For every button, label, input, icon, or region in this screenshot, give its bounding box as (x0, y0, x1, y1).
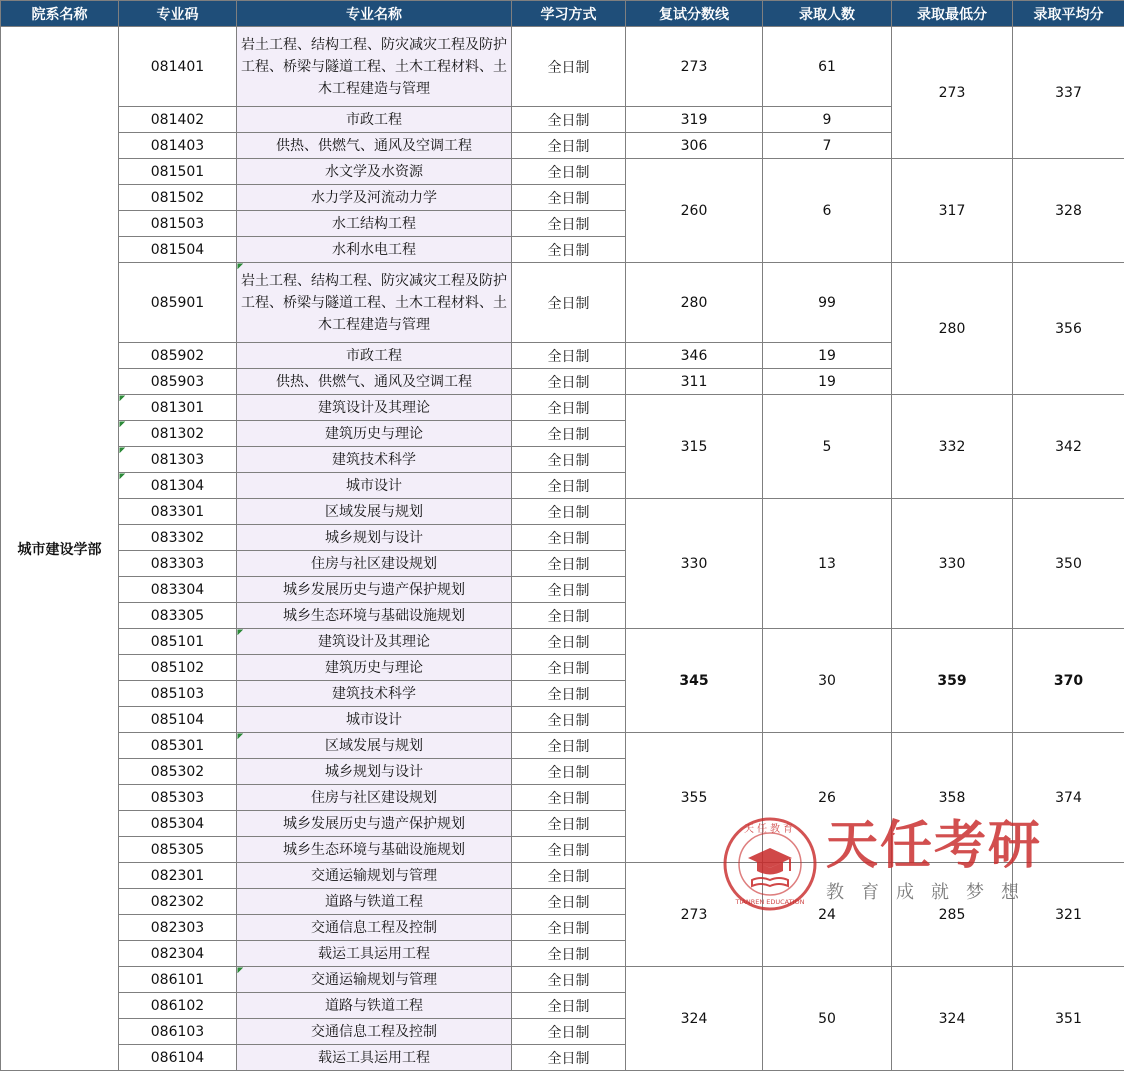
seal-bottom-text: TIANREN EDUCATION (735, 898, 805, 906)
retest-line: 315 (626, 395, 763, 499)
major-name: 住房与社区建设规划 (237, 551, 512, 577)
study-mode: 全日制 (512, 629, 626, 655)
admit-count: 19 (763, 343, 892, 369)
avg-score: 321 (1013, 863, 1124, 967)
major-code: 082302 (119, 889, 237, 915)
admit-count: 30 (763, 629, 892, 733)
table-row (1, 395, 1124, 421)
major-code: 086103 (119, 1019, 237, 1045)
major-code: 082304 (119, 941, 237, 967)
major-name: 建筑技术科学 (237, 681, 512, 707)
study-mode: 全日制 (512, 421, 626, 447)
table-row (1, 159, 1124, 185)
major-name: 载运工具运用工程 (237, 941, 512, 967)
retest-line: 345 (626, 629, 763, 733)
avg-score: 350 (1013, 499, 1124, 629)
avg-score: 342 (1013, 395, 1124, 499)
major-name: 建筑历史与理论 (237, 421, 512, 447)
major-name: 城市设计 (237, 707, 512, 733)
major-name: 建筑历史与理论 (237, 655, 512, 681)
watermark-slogan: 教育成就梦想 (826, 882, 1036, 903)
table-row (1, 27, 1124, 107)
major-name: 城乡生态环境与基础设施规划 (237, 837, 512, 863)
major-name: 水力学及河流动力学 (237, 185, 512, 211)
major-code: 082301 (119, 863, 237, 889)
retest-line: 273 (626, 27, 763, 107)
major-name: 水工结构工程 (237, 211, 512, 237)
major-name: 城乡生态环境与基础设施规划 (237, 603, 512, 629)
admit-count: 99 (763, 263, 892, 343)
major-code: 085101 (119, 629, 237, 655)
study-mode: 全日制 (512, 707, 626, 733)
major-code: 081303 (119, 447, 237, 473)
major-code: 081302 (119, 421, 237, 447)
study-mode: 全日制 (512, 133, 626, 159)
study-mode: 全日制 (512, 185, 626, 211)
retest-line: 355 (626, 733, 763, 863)
major-code: 085301 (119, 733, 237, 759)
major-code: 085303 (119, 785, 237, 811)
major-name: 供热、供燃气、通风及空调工程 (237, 133, 512, 159)
retest-line: 273 (626, 863, 763, 967)
min-score: 285 (892, 863, 1013, 967)
min-score: 330 (892, 499, 1013, 629)
study-mode: 全日制 (512, 1045, 626, 1071)
major-code: 083304 (119, 577, 237, 603)
major-code: 081403 (119, 133, 237, 159)
study-mode: 全日制 (512, 237, 626, 263)
major-name: 建筑设计及其理论 (237, 629, 512, 655)
major-code: 085102 (119, 655, 237, 681)
retest-line: 280 (626, 263, 763, 343)
retest-line: 306 (626, 133, 763, 159)
major-code: 081501 (119, 159, 237, 185)
study-mode: 全日制 (512, 577, 626, 603)
study-mode: 全日制 (512, 733, 626, 759)
study-mode: 全日制 (512, 785, 626, 811)
seal-top-text: 天任教育 (744, 824, 796, 835)
major-name: 岩土工程、结构工程、防灾减灾工程及防护工程、桥梁与隧道工程、土木工程材料、土木工程建造与管理 (237, 263, 512, 343)
admit-count: 26 (763, 733, 892, 863)
major-name: 道路与铁道工程 (237, 993, 512, 1019)
major-name: 区域发展与规划 (237, 733, 512, 759)
watermark-title: 天任考研 (826, 816, 1043, 876)
study-mode: 全日制 (512, 395, 626, 421)
study-mode: 全日制 (512, 107, 626, 133)
major-name: 城乡规划与设计 (237, 759, 512, 785)
study-mode: 全日制 (512, 551, 626, 577)
retest-line: 346 (626, 343, 763, 369)
admit-count: 61 (763, 27, 892, 107)
study-mode: 全日制 (512, 499, 626, 525)
study-mode: 全日制 (512, 525, 626, 551)
study-mode: 全日制 (512, 811, 626, 837)
major-name: 交通运输规划与管理 (237, 863, 512, 889)
major-name: 区域发展与规划 (237, 499, 512, 525)
school-name: 城市建设学部 (1, 27, 119, 1071)
major-code: 082303 (119, 915, 237, 941)
header-study-mode: 学习方式 (512, 1, 626, 27)
major-name: 道路与铁道工程 (237, 889, 512, 915)
study-mode: 全日制 (512, 863, 626, 889)
major-name: 城乡规划与设计 (237, 525, 512, 551)
header-school: 院系名称 (1, 1, 119, 27)
min-score: 358 (892, 733, 1013, 863)
table-row (1, 967, 1124, 993)
major-name: 水文学及水资源 (237, 159, 512, 185)
study-mode: 全日制 (512, 655, 626, 681)
header-min-score: 录取最低分 (892, 1, 1013, 27)
major-code: 083302 (119, 525, 237, 551)
major-name: 市政工程 (237, 107, 512, 133)
major-code: 085104 (119, 707, 237, 733)
header-row (1, 1, 1124, 27)
admit-count: 19 (763, 369, 892, 395)
retest-line: 324 (626, 967, 763, 1071)
retest-line: 311 (626, 369, 763, 395)
table-row (1, 863, 1124, 889)
study-mode: 全日制 (512, 263, 626, 343)
major-code: 085901 (119, 263, 237, 343)
study-mode: 全日制 (512, 837, 626, 863)
major-code: 081504 (119, 237, 237, 263)
study-mode: 全日制 (512, 369, 626, 395)
admit-count: 50 (763, 967, 892, 1071)
major-code: 083301 (119, 499, 237, 525)
major-name: 建筑技术科学 (237, 447, 512, 473)
avg-score: 356 (1013, 263, 1124, 395)
min-score: 332 (892, 395, 1013, 499)
retest-line: 260 (626, 159, 763, 263)
admit-count: 7 (763, 133, 892, 159)
study-mode: 全日制 (512, 343, 626, 369)
study-mode: 全日制 (512, 603, 626, 629)
major-code: 085304 (119, 811, 237, 837)
study-mode: 全日制 (512, 967, 626, 993)
major-name: 城乡发展历史与遗产保护规划 (237, 577, 512, 603)
major-code: 081503 (119, 211, 237, 237)
min-score: 317 (892, 159, 1013, 263)
major-code: 081402 (119, 107, 237, 133)
major-code: 083305 (119, 603, 237, 629)
major-code: 081502 (119, 185, 237, 211)
major-code: 085903 (119, 369, 237, 395)
major-name: 交通信息工程及控制 (237, 915, 512, 941)
major-code: 086104 (119, 1045, 237, 1071)
study-mode: 全日制 (512, 993, 626, 1019)
study-mode: 全日制 (512, 915, 626, 941)
avg-score: 351 (1013, 967, 1124, 1071)
header-retest-line: 复试分数线 (626, 1, 763, 27)
major-name: 城市设计 (237, 473, 512, 499)
major-code: 081304 (119, 473, 237, 499)
major-code: 085902 (119, 343, 237, 369)
major-code: 083303 (119, 551, 237, 577)
major-name: 市政工程 (237, 343, 512, 369)
header-code: 专业码 (119, 1, 237, 27)
major-code: 081401 (119, 27, 237, 107)
admit-count: 5 (763, 395, 892, 499)
admit-count: 13 (763, 499, 892, 629)
study-mode: 全日制 (512, 941, 626, 967)
major-code: 085305 (119, 837, 237, 863)
major-code: 086102 (119, 993, 237, 1019)
study-mode: 全日制 (512, 1019, 626, 1045)
table-row (1, 263, 1124, 343)
min-score: 324 (892, 967, 1013, 1071)
major-name: 岩土工程、结构工程、防灾减灾工程及防护工程、桥梁与隧道工程、土木工程材料、土木工程建造与管理 (237, 27, 512, 107)
retest-line: 319 (626, 107, 763, 133)
table-row (1, 733, 1124, 759)
major-name: 交通信息工程及控制 (237, 1019, 512, 1045)
avg-score: 328 (1013, 159, 1124, 263)
major-code: 085103 (119, 681, 237, 707)
min-score: 359 (892, 629, 1013, 733)
study-mode: 全日制 (512, 447, 626, 473)
major-name: 水利水电工程 (237, 237, 512, 263)
table-row (1, 499, 1124, 525)
major-code: 085302 (119, 759, 237, 785)
study-mode: 全日制 (512, 473, 626, 499)
min-score: 280 (892, 263, 1013, 395)
admit-count: 24 (763, 863, 892, 967)
major-name: 供热、供燃气、通风及空调工程 (237, 369, 512, 395)
study-mode: 全日制 (512, 889, 626, 915)
retest-line: 330 (626, 499, 763, 629)
avg-score: 370 (1013, 629, 1124, 733)
major-name: 建筑设计及其理论 (237, 395, 512, 421)
avg-score: 374 (1013, 733, 1124, 863)
study-mode: 全日制 (512, 681, 626, 707)
major-code: 086101 (119, 967, 237, 993)
study-mode: 全日制 (512, 759, 626, 785)
study-mode: 全日制 (512, 27, 626, 107)
major-name: 载运工具运用工程 (237, 1045, 512, 1071)
major-name: 城乡发展历史与遗产保护规划 (237, 811, 512, 837)
major-name: 交通运输规划与管理 (237, 967, 512, 993)
header-avg-score: 录取平均分 (1013, 1, 1124, 27)
table-row (1, 629, 1124, 655)
major-name: 住房与社区建设规划 (237, 785, 512, 811)
study-mode: 全日制 (512, 159, 626, 185)
study-mode: 全日制 (512, 211, 626, 237)
admit-count: 9 (763, 107, 892, 133)
min-score: 273 (892, 27, 1013, 159)
admit-count: 6 (763, 159, 892, 263)
header-major-name: 专业名称 (237, 1, 512, 27)
major-code: 081301 (119, 395, 237, 421)
avg-score: 337 (1013, 27, 1124, 159)
header-admit-count: 录取人数 (763, 1, 892, 27)
